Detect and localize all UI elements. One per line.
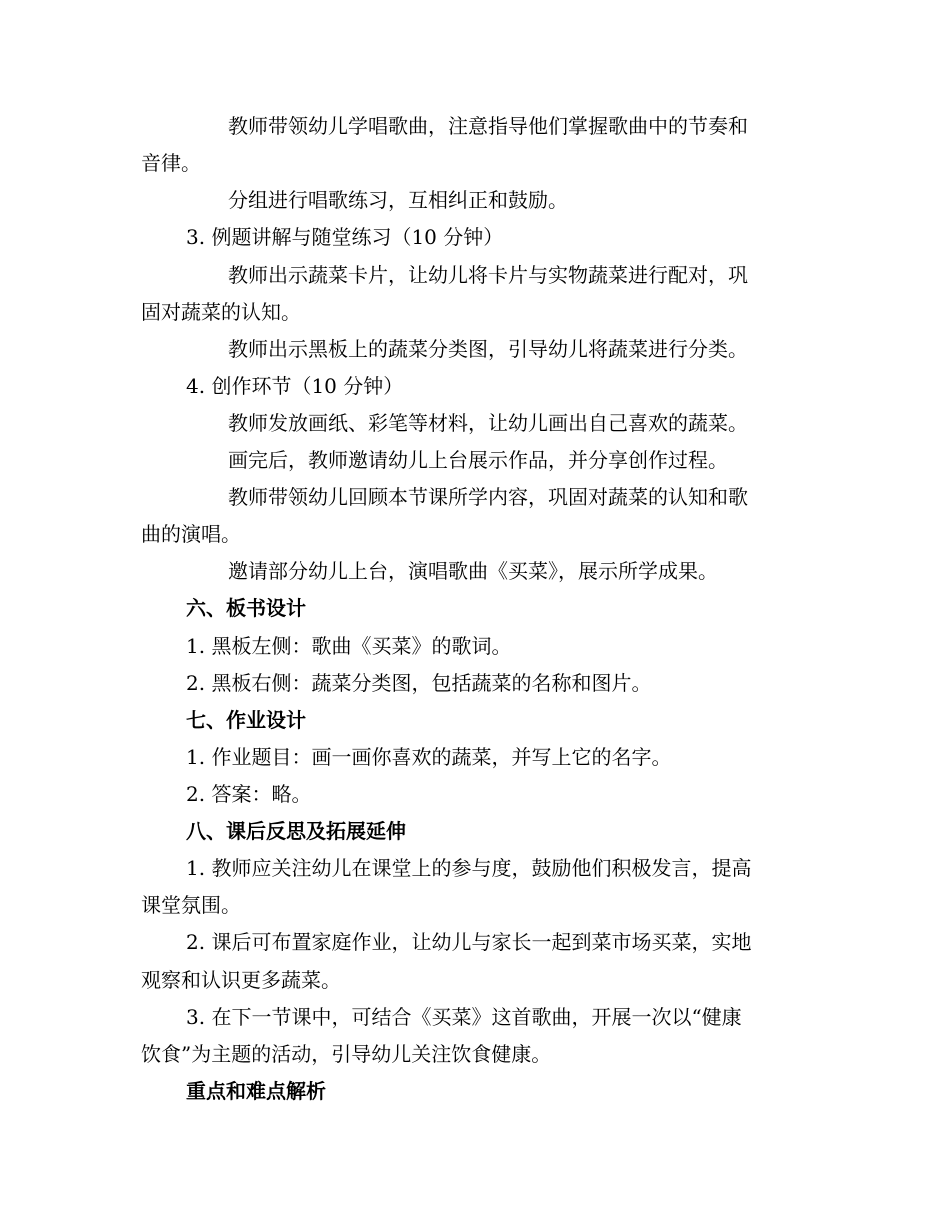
section-heading: 重点和难点解析 [186, 1079, 326, 1103]
paragraph-line: 画完后，教师邀请幼儿上台展示作品，并分享创作过程。 [228, 448, 728, 472]
paragraph-line: 观察和认识更多蔬菜。 [141, 968, 341, 992]
paragraph-line: 教师带领幼儿学唱歌曲，注意指导他们掌握歌曲中的节奏和 [228, 114, 748, 138]
list-item: 3. 在下一节课中，可结合《买菜》这首歌曲，开展一次以“健康 [186, 1005, 742, 1029]
paragraph-line: 邀请部分幼儿上台，演唱歌曲《买菜》，展示所学成果。 [228, 559, 718, 583]
list-item: 2. 黑板右侧：蔬菜分类图，包括蔬菜的名称和图片。 [186, 671, 652, 695]
list-item-heading: 3. 例题讲解与随堂练习（10 分钟） [186, 225, 504, 249]
paragraph-line: 教师出示黑板上的蔬菜分类图，引导幼儿将蔬菜进行分类。 [228, 337, 748, 361]
list-item: 1. 教师应关注幼儿在课堂上的参与度，鼓励他们积极发言，提高 [186, 856, 752, 880]
paragraph-line: 教师出示蔬菜卡片，让幼儿将卡片与实物蔬菜进行配对，巩 [228, 263, 748, 287]
list-item: 1. 黑板左侧：歌曲《买菜》的歌词。 [186, 634, 512, 658]
section-heading: 八、课后反思及拓展延伸 [186, 819, 406, 843]
list-item-heading: 4. 创作环节（10 分钟） [186, 374, 404, 398]
paragraph-line: 音律。 [141, 151, 201, 175]
section-heading: 七、作业设计 [186, 708, 306, 732]
paragraph-line: 曲的演唱。 [141, 522, 241, 546]
list-item: 2. 课后可布置家庭作业，让幼儿与家长一起到菜市场买菜，实地 [186, 930, 752, 954]
paragraph-line: 教师带领幼儿回顾本节课所学内容，巩固对蔬菜的认知和歌 [228, 485, 748, 509]
section-heading: 六、板书设计 [186, 596, 306, 620]
paragraph-line: 饮食”为主题的活动，引导幼儿关注饮食健康。 [141, 1042, 552, 1066]
paragraph-line: 分组进行唱歌练习，互相纠正和鼓励。 [228, 188, 568, 212]
paragraph-line: 固对蔬菜的认知。 [141, 300, 301, 324]
list-item: 1. 作业题目：画一画你喜欢的蔬菜，并写上它的名字。 [186, 745, 672, 769]
paragraph-line: 课堂氛围。 [141, 893, 241, 917]
paragraph-line: 教师发放画纸、彩笔等材料，让幼儿画出自己喜欢的蔬菜。 [228, 411, 748, 435]
list-item: 2. 答案：略。 [186, 782, 312, 806]
